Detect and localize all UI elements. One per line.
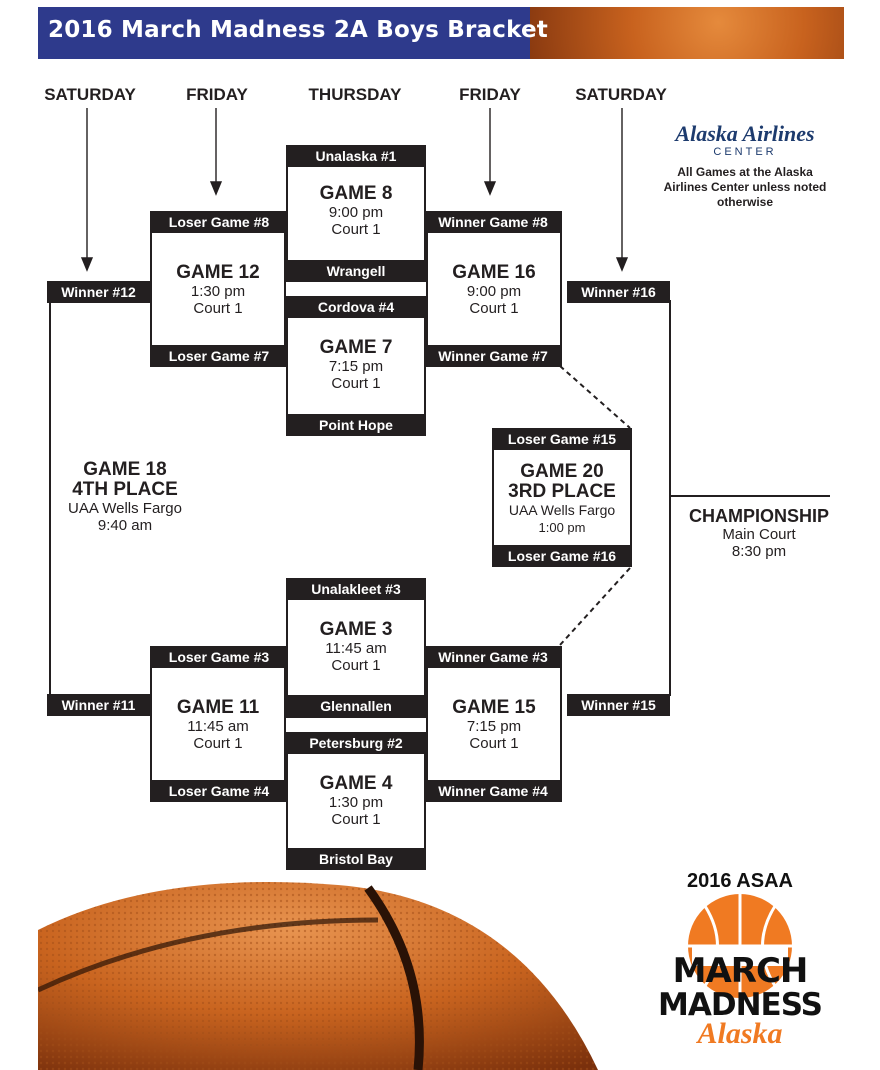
day-header: THURSDAY	[308, 85, 402, 104]
alaska-airlines-logo: Alaska Airlines	[675, 121, 815, 146]
advancer-label: Winner #12	[47, 281, 150, 303]
game-title: GAME 15	[452, 697, 536, 718]
team-label: Loser Game #4	[150, 780, 288, 802]
game-time: 1:00 pm	[538, 520, 586, 535]
championship-title: CHAMPIONSHIP	[688, 506, 829, 526]
game-time: 1:30 pm	[190, 283, 246, 300]
march-madness-logo	[630, 868, 850, 1058]
game-title: GAME 18	[83, 459, 167, 480]
sponsor-center: CENTER	[713, 146, 777, 158]
team-label: Winner Game #4	[424, 780, 562, 802]
championship-time: 8:30 pm	[731, 543, 787, 560]
team-label: Loser Game #3	[150, 646, 288, 668]
team-label: Loser Game #15	[492, 428, 632, 450]
game-title: GAME 16	[452, 262, 536, 283]
championship-block	[672, 506, 846, 560]
game-title: GAME 20	[520, 461, 604, 482]
game-title: GAME 7	[319, 337, 393, 358]
game-court: Court 1	[193, 300, 243, 317]
team-label: Loser Game #7	[150, 345, 288, 367]
advancer-label: Winner #16	[567, 281, 670, 303]
logo-year: 2016 ASAA	[687, 870, 793, 892]
team-label: Wrangell	[286, 260, 426, 282]
game-time: 7:15 pm	[328, 358, 384, 375]
game-time: 11:45 am	[187, 718, 249, 735]
page-title: 2016 March Madness 2A Boys Bracket	[48, 17, 548, 43]
game-title: GAME 12	[176, 262, 260, 283]
game-title: GAME 11	[176, 697, 260, 718]
game-venue: UAA Wells Fargo	[68, 500, 182, 517]
team-label: Point Hope	[286, 414, 426, 436]
game-court: Court 1	[331, 221, 381, 238]
game-subtitle: 4TH PLACE	[72, 479, 178, 500]
advancer-label: Winner #15	[567, 694, 670, 716]
team-label: Winner Game #8	[424, 211, 562, 233]
game-time: 7:15 pm	[466, 718, 522, 735]
game-subtitle: 3RD PLACE	[508, 481, 616, 502]
day-header: FRIDAY	[459, 85, 521, 104]
logo-line3: Alaska	[697, 1017, 783, 1050]
game-12-box	[150, 211, 286, 367]
team-label: Winner Game #3	[424, 646, 562, 668]
team-label: Bristol Bay	[286, 848, 426, 870]
sponsor-note: All Games at the Alaska Airlines Center unless noted otherwise	[663, 165, 827, 209]
day-header: SATURDAY	[44, 85, 136, 104]
advancer-label: Winner #11	[47, 694, 150, 716]
championship-venue: Main Court	[722, 526, 796, 543]
game-court: Court 1	[193, 735, 243, 752]
team-label: Loser Game #16	[492, 545, 632, 567]
sponsor-block	[655, 122, 835, 210]
game-time: 1:30 pm	[328, 794, 384, 811]
team-label: Glennallen	[286, 695, 426, 717]
basketball-image	[38, 880, 598, 1070]
team-label: Loser Game #8	[150, 211, 288, 233]
game-18-block	[45, 460, 205, 534]
team-label: Petersburg #2	[286, 732, 426, 754]
team-label: Cordova #4	[286, 296, 426, 318]
day-header: SATURDAY	[575, 85, 667, 104]
game-15-box	[426, 646, 562, 802]
game-time: 9:40 am	[97, 517, 153, 534]
team-label: Unalaska #1	[286, 145, 426, 167]
game-venue: UAA Wells Fargo	[508, 502, 616, 518]
game-court: Court 1	[331, 811, 381, 828]
game-title: GAME 3	[319, 619, 393, 640]
game-title: GAME 4	[319, 773, 393, 794]
team-label: Winner Game #7	[424, 345, 562, 367]
logo-line2: MADNESS	[658, 987, 822, 1023]
game-court: Court 1	[469, 735, 519, 752]
game-16-box	[426, 211, 562, 367]
game-title: GAME 8	[319, 183, 393, 204]
day-header: FRIDAY	[186, 85, 248, 104]
game-court: Court 1	[331, 657, 381, 674]
game-court: Court 1	[469, 300, 519, 317]
game-court: Court 1	[331, 375, 381, 392]
game-11-box	[150, 646, 286, 802]
logo-line1: MARCH	[672, 951, 808, 991]
game-time: 9:00 pm	[328, 204, 384, 221]
game-time: 11:45 am	[325, 640, 387, 657]
game-time: 9:00 pm	[466, 283, 522, 300]
team-label: Unalakleet #3	[286, 578, 426, 600]
